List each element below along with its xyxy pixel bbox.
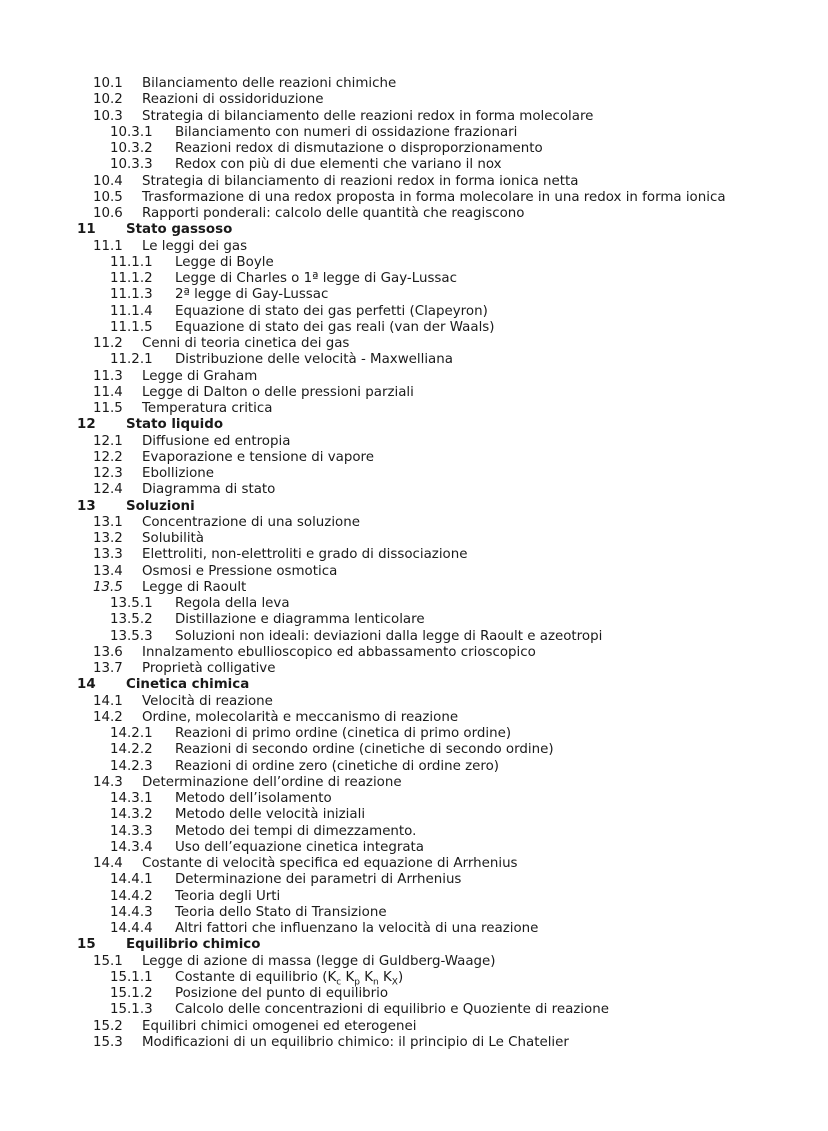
toc-title: Equazione di stato dei gas perfetti (Clapeyron) (175, 303, 488, 319)
toc-number: 13.7 (93, 661, 123, 676)
toc-subsection (0, 889, 828, 905)
toc-title: Bilanciamento delle reazioni chimiche (142, 76, 397, 91)
toc-section (0, 954, 828, 970)
toc-number: 10.3.2 (110, 141, 153, 156)
toc-chapter (0, 677, 828, 693)
toc-subsection (0, 125, 828, 141)
toc-section (0, 1035, 828, 1051)
toc-number: 13.2 (93, 531, 123, 546)
toc-title: Teoria degli Urti (175, 888, 281, 904)
toc-section (0, 661, 828, 677)
toc-number: 11.1.1 (110, 254, 153, 270)
toc-title: Uso dell’equazione cinetica integrata (175, 839, 424, 855)
toc-chapter (0, 937, 828, 953)
toc-number: 10.3.3 (110, 157, 153, 173)
toc-number: 13.5.3 (110, 628, 153, 644)
toc-subsection (0, 287, 828, 303)
toc-title: Proprietà colligative (142, 661, 276, 676)
toc-subsection (0, 905, 828, 921)
toc-title: Reazioni di ordine zero (cinetiche di ordine zero) (175, 758, 500, 774)
toc-number: 10.6 (93, 206, 123, 221)
toc-title: Altri fattori che influenzano la velocità di una reazione (175, 921, 539, 936)
toc-subsection (0, 596, 828, 612)
toc-section (0, 482, 828, 498)
toc-title: Temperatura critica (142, 401, 273, 416)
toc-number: 14.4.1 (110, 872, 153, 888)
toc-title: Soluzioni non ideali: deviazioni dalla legge di Raoult e azeotropi (175, 628, 603, 644)
toc-title: Solubilità (142, 531, 205, 546)
toc-section (0, 531, 828, 547)
toc-title: Ordine, molecolarità e meccanismo di reazione (142, 709, 459, 725)
toc-section (0, 109, 828, 125)
toc-number: 14.4 (93, 856, 123, 871)
toc-title: Osmosi e Pressione osmotica (142, 563, 338, 579)
toc-section (0, 564, 828, 580)
toc-section (0, 336, 828, 352)
toc-section (0, 92, 828, 108)
toc-section (0, 775, 828, 791)
toc-title: Elettroliti, non-elettroliti e grado di dissociazione (142, 547, 468, 563)
toc-section (0, 174, 828, 190)
toc-title: Equazione di stato dei gas reali (van der Waals) (175, 319, 495, 335)
toc-title: Innalzamento ebullioscopico ed abbassamento crioscopico (142, 644, 536, 660)
toc-subsection (0, 320, 828, 336)
toc-title: Costante di velocità specifica ed equazione di Arrhenius (142, 856, 518, 871)
toc-title: Distillazione e diagramma lenticolare (175, 612, 425, 628)
toc-number: 13.3 (93, 547, 123, 563)
table-of-contents (0, 76, 828, 1051)
toc-section (0, 450, 828, 466)
toc-number: 14.3.1 (110, 791, 153, 806)
toc-section (0, 239, 828, 255)
toc-subsection (0, 807, 828, 823)
toc-section (0, 369, 828, 385)
toc-number: 11.3 (93, 368, 123, 384)
toc-number: 12.2 (93, 449, 123, 465)
toc-number: 12.3 (93, 466, 123, 481)
toc-section (0, 206, 828, 222)
toc-title: Reazioni redox di dismutazione o disproporzionamento (175, 141, 543, 156)
toc-number: 12 (77, 417, 96, 433)
toc-chapter (0, 417, 828, 433)
toc-number: 13.4 (93, 563, 123, 579)
toc-number: 13.5.1 (110, 596, 153, 611)
toc-title: Soluzioni (126, 498, 195, 514)
toc-section (0, 710, 828, 726)
toc-number: 14.2.2 (110, 742, 153, 758)
toc-number: 10.3 (93, 108, 123, 124)
toc-title: Metodo dei tempi di dimezzamento. (175, 823, 417, 839)
toc-title: Diffusione ed entropia (142, 433, 291, 449)
toc-number: 11.1.4 (110, 303, 153, 319)
toc-subsection (0, 742, 828, 758)
toc-number: 10.2 (93, 92, 123, 108)
toc-title: Legge di azione di massa (legge di Guldberg-Waage) (142, 953, 496, 969)
toc-subsection (0, 612, 828, 628)
toc-subsection (0, 271, 828, 287)
toc-section (0, 515, 828, 531)
toc-number: 14.3.2 (110, 807, 153, 823)
toc-subsection (0, 255, 828, 271)
toc-section (0, 466, 828, 482)
toc-number: 11.2 (93, 336, 123, 351)
toc-number: 14.3.4 (110, 839, 153, 855)
toc-number: 11.4 (93, 384, 123, 400)
toc-section (0, 385, 828, 401)
toc-number: 15.1.3 (110, 1002, 153, 1018)
toc-section (0, 434, 828, 450)
toc-number: 10.5 (93, 189, 123, 205)
toc-title: Determinazione dell’ordine di reazione (142, 774, 402, 790)
toc-number: 10.4 (93, 173, 123, 189)
toc-subsection (0, 872, 828, 888)
toc-title: Reazioni di secondo ordine (cinetiche di secondo ordine) (175, 742, 554, 758)
toc-title: Le leggi dei gas (142, 238, 248, 254)
toc-number: 15.2 (93, 1018, 123, 1034)
toc-number: 13.5.2 (110, 612, 153, 628)
toc-number: 15.1.2 (110, 986, 153, 1001)
toc-subsection (0, 352, 828, 368)
toc-number: 11.1.2 (110, 271, 153, 286)
toc-number: 14.4.2 (110, 888, 153, 904)
toc-title: Equilibri chimici omogenei ed eterogenei (142, 1018, 417, 1034)
toc-section (0, 547, 828, 563)
toc-title: Posizione del punto di equilibrio (175, 986, 389, 1001)
toc-title: Legge di Boyle (175, 254, 274, 270)
toc-number: 15 (77, 937, 96, 953)
toc-number: 11.5 (93, 401, 123, 416)
toc-subsection (0, 304, 828, 320)
toc-number: 15.3 (93, 1034, 123, 1050)
toc-title: Distribuzione delle velocità - Maxwelliana (175, 352, 453, 368)
toc-subsection (0, 824, 828, 840)
toc-title: Legge di Graham (142, 368, 258, 384)
toc-title: Cinetica chimica (126, 677, 250, 693)
toc-subsection (0, 921, 828, 937)
toc-number: 15.1.1 (110, 969, 153, 985)
toc-number: 11.1 (93, 238, 123, 254)
toc-section (0, 401, 828, 417)
toc-title: Evaporazione e tensione di vapore (142, 449, 375, 465)
toc-number: 13.1 (93, 514, 123, 530)
toc-title: Regola della leva (175, 596, 290, 611)
toc-number: 14.3.3 (110, 823, 153, 839)
toc-title: Stato gassoso (126, 222, 233, 238)
toc-subsection (0, 726, 828, 742)
toc-title: Equilibrio chimico (126, 937, 261, 953)
toc-title: Redox con più di due elementi che variano il nox (175, 157, 502, 173)
toc-number: 14.3 (93, 774, 123, 790)
toc-subsection (0, 141, 828, 157)
toc-title: Velocità di reazione (142, 693, 273, 709)
toc-subsection (0, 986, 828, 1002)
toc-chapter (0, 499, 828, 515)
toc-section (0, 580, 828, 596)
toc-number: 15.1 (93, 953, 123, 969)
toc-section (0, 856, 828, 872)
toc-title: Costante di equilibrio ($K_c$ $K_p$ $K_n$ $K_X$) (175, 969, 404, 988)
toc-subsection (0, 791, 828, 807)
toc-number: 13 (77, 498, 96, 514)
toc-number: 10.3.1 (110, 124, 153, 140)
toc-number: 11.1.3 (110, 287, 153, 303)
toc-section (0, 1019, 828, 1035)
toc-title: Stato liquido (126, 417, 224, 433)
toc-subsection (0, 840, 828, 856)
toc-title: Ebollizione (142, 466, 214, 481)
toc-number: 11.1.5 (110, 319, 153, 335)
toc-title: Metodo dell’isolamento (175, 791, 332, 806)
toc-subsection (0, 157, 828, 173)
toc-number: 13.5 (93, 579, 123, 595)
toc-title: Strategia di bilanciamento di reazioni redox in forma ionica netta (142, 173, 579, 189)
toc-number: 12.1 (93, 433, 123, 449)
toc-number: 12.4 (93, 482, 123, 498)
toc-number: 13.6 (93, 644, 123, 660)
toc-title: Teoria dello Stato di Transizione (175, 904, 387, 920)
toc-title: Legge di Charles o 1ª legge di Gay-Lussac (175, 271, 457, 286)
toc-title: Strategia di bilanciamento delle reazioni redox in forma molecolare (142, 108, 594, 124)
toc-subsection (0, 1002, 828, 1018)
toc-title: Rapporti ponderali: calcolo delle quantità che reagiscono (142, 206, 525, 221)
toc-title: Modificazioni di un equilibrio chimico: il principio di Le Chatelier (142, 1034, 569, 1050)
toc-title: Reazioni di primo ordine (cinetica di primo ordine) (175, 726, 512, 741)
toc-number: 14.2.1 (110, 726, 153, 741)
toc-subsection (0, 970, 828, 986)
toc-title: Metodo delle velocità iniziali (175, 807, 366, 823)
toc-title: Bilanciamento con numeri di ossidazione frazionari (175, 124, 518, 140)
toc-title: Legge di Dalton o delle pressioni parziali (142, 384, 414, 400)
toc-title: 2ª legge di Gay-Lussac (175, 287, 329, 303)
toc-number: 14.2.3 (110, 758, 153, 774)
toc-subsection (0, 759, 828, 775)
toc-title: Concentrazione di una soluzione (142, 514, 360, 530)
toc-section (0, 190, 828, 206)
toc-title: Diagramma di stato (142, 482, 276, 498)
toc-section (0, 694, 828, 710)
toc-number: 10.1 (93, 76, 123, 91)
toc-chapter (0, 222, 828, 238)
toc-title: Calcolo delle concentrazioni di equilibrio e Quoziente di reazione (175, 1002, 609, 1018)
toc-number: 14 (77, 677, 96, 693)
toc-number: 14.2 (93, 709, 123, 725)
toc-number: 14.1 (93, 693, 123, 709)
toc-title: Cenni di teoria cinetica dei gas (142, 336, 350, 351)
toc-section (0, 645, 828, 661)
toc-title: Legge di Raoult (142, 579, 247, 595)
toc-section (0, 76, 828, 92)
toc-number: 11 (77, 222, 96, 238)
toc-title: Determinazione dei parametri di Arrhenius (175, 872, 462, 888)
toc-number: 14.4.3 (110, 904, 153, 920)
toc-number: 11.2.1 (110, 352, 153, 368)
toc-title: Trasformazione di una redox proposta in forma molecolare in una redox in forma ionica (142, 189, 726, 205)
toc-subsection (0, 629, 828, 645)
toc-title: Reazioni di ossidoriduzione (142, 92, 324, 108)
toc-number: 14.4.4 (110, 921, 153, 936)
